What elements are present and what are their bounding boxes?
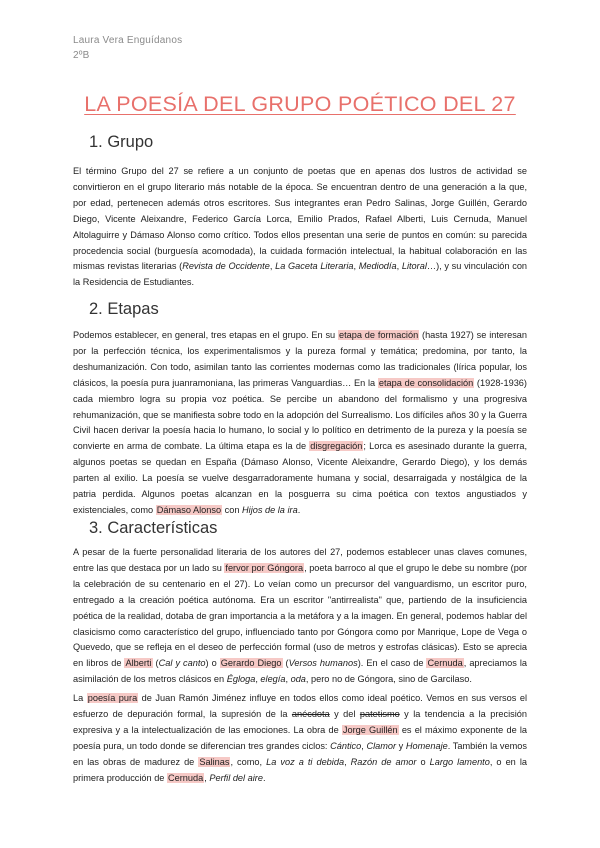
highlight-cernuda-2: Cernuda [167, 772, 204, 783]
section-heading-grupo: 1. Grupo [89, 133, 154, 151]
author-name: Laura Vera Enguídanos [73, 35, 183, 46]
highlight-etapa-consolidacion: etapa de consolidación [378, 377, 474, 388]
paragraph-etapas: Podemos establecer, en general, tres etapas en el grupo. En su etapa de formación (hasta 1927) se interesan por la perfección técnica, los experimentalismos y la pureza formal y temática; predomina, por tanto, la deshumanización. Con todo, asimilan tanto las corrientes modernas como las tradicionales (lírica popular, los clásicos, la poesía pura juanramoniana, las primeras Vanguardias… En la etapa de consolidación (1928-1936) cada miembro logra su propia voz poética. Se percibe un abandono del formalismo y una progresiva rehumanización, que se manifiesta sobre todo en la adopción del Surrealismo. Los difíciles años 30 y la Guerra Civil hacen derivar la poesía hacia lo humano, lo social y lo político en detrimento de la pureza y la poesía se convierte en arma de combate. La última etapa es la de disgregación; Lorca es asesinado durante la guerra, algunos poetas se quedan en España (Dámaso Alonso, Vicente Aleixandre, Gerardo Diego), y los demás parten al exilio. La poesía se vuelve desgarradoramente humana y social, desarraigada y nostálgica de la patria perdida. Algunos poetas alcanzan en la posguerra su cima poética con textos angustiados y existenciales, como Dámaso Alonso con Hijos de la ira. [73, 330, 528, 515]
paragraph-caracteristicas-1: A pesar de la fuerte personalidad literaria de los autores del 27, podemos establecer unas claves comunes, entre las que destaca por un lado su fervor por Góngora, poeta barroco al que el grupo le debe su nombre (por la celebración de su centenario en el 27). Lo veían como un precursor del vanguardismo, un escritor puro, entregado a la creación poética autónoma. Era un escritor "antirrealista" que, partiendo de la insuficiencia poética de la realidad, dotaba de gran importancia a la metáfora y a la imagen. En general, podemos hablar del clasicismo como característico del grupo, influenciado tanto por Góngora como por Manrique, Lope de Vega o Quevedo, que se refleja en el deseo de perfección formal (uso de metros y estrofas clásicas). Esto se aprecia en libros de Alberti (Cal y canto) o Gerardo Diego (Versos humanos). En el caso de Cernuda, apreciamos la asimilación de los metros clásicos en Égloga, elegía, oda, pero no de Góngora, sino de Garcilaso. [73, 547, 528, 685]
highlight-disgregacion: disgregación [310, 441, 363, 452]
highlight-fervor-gongora: fervor por Góngora [225, 562, 304, 573]
highlight-cernuda: Cernuda [427, 658, 463, 669]
paragraph-caracteristicas-2: La poesía pura de Juan Ramón Jiménez influye en todos ellos como ideal poético. Vemos en sus versos el esfuerzo de depuración formal, la supresión de la anécdota y del patetismo y la tendencia a la precisión expresiva y a la intelectualización de las emociones. La obra de Jorge Guillén es el máximo exponente de la poesía pura, un todo donde se diferencian tres grandes ciclos: Cántico, Clamor y Homenaje. También la vemos en las obras de madurez de Salinas, como, La voz a ti debida, Razón de amor o Largo lamento, o en la primera producción de Cernuda, Perfil del aire. [73, 693, 528, 783]
highlight-etapa-formacion: etapa de formación [338, 330, 419, 340]
highlight-damaso-alonso: Dámaso Alonso [156, 504, 222, 515]
strikethrough-anecdota: anécdota [291, 708, 330, 719]
highlight-alberti: Alberti [125, 658, 152, 669]
highlight-gerardo-diego: Gerardo Diego [220, 658, 282, 669]
section-heading-caracteristicas: 3. Características [89, 519, 218, 537]
paragraph-grupo: El término Grupo del 27 se refiere a un conjunto de poetas que en apenas dos lustros de actividad se convirtieron en el grupo literario más notable de la época. Se encuentran dentro de una generación a la que, por edad, pertenecen además otros escritores. Sus integrantes eran Pedro Salinas, Jorge Guillén, Gerardo Diego, Vicente Aleixandre, Federico García Lorca, Emilio Prados, Rafael Alberti, Luis Cernuda, Manuel Altolaguirre y Dámaso Alonso como crítico. Todos ellos presentan una serie de puntos en común: su parecida procedencia social (burguesía acomodada), la cuidada formación intelectual, la habitual colaboración en las mismas revistas literarias (Revista de Occidente, La Gaceta Literaria, Mediodía, Litoral…), y su vinculación con la Residencia de Estudiantes. [73, 166, 528, 288]
highlight-salinas: Salinas [199, 756, 230, 767]
class-group: 2ºB [73, 50, 90, 61]
highlight-jorge-guillen: Jorge Guillén [342, 724, 398, 735]
document-header [73, 33, 182, 63]
strikethrough-patetismo: patetismo [359, 708, 400, 719]
highlight-poesia-pura: poesía pura [87, 693, 138, 703]
section-heading-etapas: 2. Etapas [89, 300, 159, 318]
document-title: LA POESÍA DEL GRUPO POÉTICO DEL 27 [84, 92, 516, 116]
